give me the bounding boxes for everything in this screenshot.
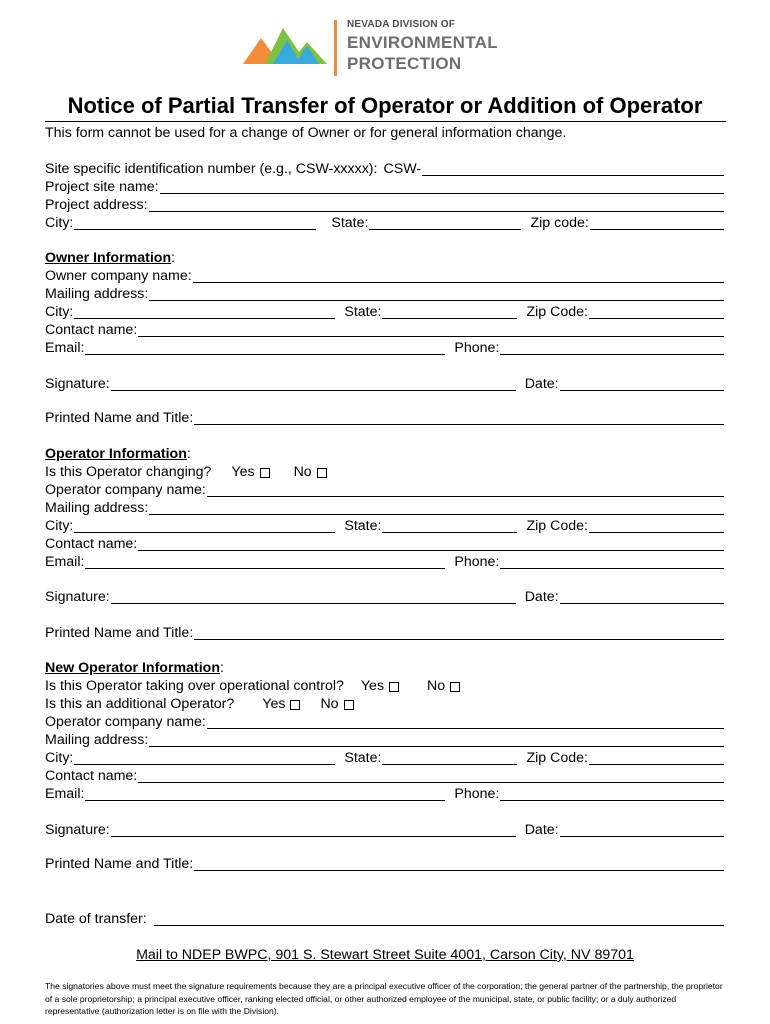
yes-label: Yes	[262, 696, 286, 712]
new-operator-control-row	[45, 677, 725, 695]
project-state-field[interactable]	[369, 217, 521, 230]
operator-signature-row	[45, 588, 725, 606]
operator-mailing-row	[45, 499, 725, 517]
printed-label: Printed Name and Title:	[45, 625, 194, 641]
no-label: No	[427, 678, 446, 694]
owner-signature-row	[45, 375, 725, 393]
no-label: No	[293, 464, 312, 480]
page-title: Notice of Partial Transfer of Operator or Addition of Operator	[67, 93, 703, 118]
new-operator-mailing-field[interactable]	[149, 734, 724, 747]
owner-date-field[interactable]	[560, 378, 724, 391]
operator-email-row	[45, 553, 725, 571]
owner-email-row	[45, 339, 725, 357]
project-address-field[interactable]	[149, 199, 724, 212]
owner-signature-field[interactable]	[111, 378, 516, 391]
owner-zip-field[interactable]	[589, 306, 724, 319]
operator-heading-text: Operator Information	[45, 446, 187, 462]
new-operator-company-field[interactable]	[207, 716, 724, 729]
owner-email-field[interactable]	[85, 342, 445, 355]
date-label: Date:	[524, 376, 559, 392]
new-operator-heading: New Operator Information :	[45, 660, 224, 676]
state-label: State:	[344, 304, 382, 320]
owner-state-field[interactable]	[382, 306, 517, 319]
email-label: Email:	[45, 786, 85, 802]
mailing-instructions: Mail to NDEP BWPC, 901 S. Stewart Street Suite 4001, Carson City, NV 89701	[136, 947, 634, 963]
additional-operator-question: Is this an additional Operator?	[45, 696, 235, 712]
new-operator-heading-text: New Operator Information	[45, 660, 220, 676]
operator-signature-field[interactable]	[111, 591, 516, 604]
printed-label: Printed Name and Title:	[45, 856, 194, 872]
title-underline	[45, 121, 726, 122]
zip-label: Zip Code:	[526, 304, 588, 320]
new-operator-email-field[interactable]	[85, 788, 445, 801]
operational-control-no-checkbox[interactable]	[450, 682, 460, 692]
email-label: Email:	[45, 554, 85, 570]
owner-heading-text: Owner Information	[45, 250, 172, 266]
owner-phone-field[interactable]	[500, 342, 724, 355]
new-operator-email-row	[45, 785, 725, 803]
new-operator-additional-row	[45, 695, 725, 713]
operator-changing-yes-checkbox[interactable]	[260, 468, 270, 478]
operator-contact-field[interactable]	[138, 538, 724, 551]
owner-printed-field[interactable]	[194, 412, 724, 425]
mailing-label: Mailing address:	[45, 732, 149, 748]
site-id-prefix: CSW-	[383, 161, 422, 177]
owner-contact-row	[45, 321, 725, 339]
city-label: City:	[45, 304, 74, 320]
new-operator-city-row	[45, 749, 725, 767]
operator-email-field[interactable]	[85, 556, 445, 569]
logo-divider	[334, 20, 337, 76]
signature-label: Signature:	[45, 589, 110, 605]
yes-label: Yes	[231, 464, 255, 480]
yes-label: Yes	[360, 678, 385, 694]
owner-printed-row	[45, 409, 725, 427]
signature-label: Signature:	[45, 822, 110, 838]
operator-contact-row	[45, 535, 725, 553]
phone-label: Phone:	[454, 786, 500, 802]
operator-state-field[interactable]	[382, 520, 517, 533]
state-label: State:	[331, 215, 369, 231]
project-name-row	[45, 178, 725, 196]
owner-heading: Owner Information :	[45, 250, 176, 266]
operator-date-field[interactable]	[560, 591, 724, 604]
logo-text	[347, 20, 498, 72]
new-operator-printed-field[interactable]	[194, 858, 724, 871]
new-operator-contact-field[interactable]	[138, 770, 724, 783]
ndep-logo	[243, 14, 533, 80]
operator-phone-field[interactable]	[500, 556, 724, 569]
state-label: State:	[344, 750, 382, 766]
logo-line1: ENVIRONMENTAL	[347, 33, 498, 52]
owner-company-label: Owner company name:	[45, 268, 192, 284]
new-operator-date-field[interactable]	[560, 824, 724, 837]
site-id-row	[45, 160, 725, 178]
operator-changing-question: Is this Operator changing?	[45, 464, 212, 480]
project-name-field[interactable]	[160, 181, 724, 194]
project-address-label: Project address:	[45, 197, 148, 213]
new-operator-phone-field[interactable]	[500, 788, 724, 801]
mailing-label: Mailing address:	[45, 286, 149, 302]
operator-city-row	[45, 517, 725, 535]
contact-label: Contact name:	[45, 322, 138, 338]
project-name-label: Project site name:	[45, 179, 159, 195]
operator-changing-row	[45, 463, 725, 481]
operator-mailing-field[interactable]	[149, 502, 724, 515]
city-label: City:	[45, 215, 74, 231]
no-label: No	[320, 696, 339, 712]
new-operator-signature-row	[45, 821, 725, 839]
owner-mailing-field[interactable]	[149, 288, 724, 301]
owner-contact-field[interactable]	[138, 324, 724, 337]
contact-label: Contact name:	[45, 768, 138, 784]
operator-heading: Operator Information :	[45, 446, 191, 462]
owner-city-row	[45, 303, 725, 321]
new-operator-signature-field[interactable]	[111, 824, 516, 837]
phone-label: Phone:	[454, 340, 500, 356]
signature-label: Signature:	[45, 376, 110, 392]
contact-label: Contact name:	[45, 536, 138, 552]
additional-operator-no-checkbox[interactable]	[344, 700, 354, 710]
logo-small-text: NEVADA DIVISION OF	[347, 19, 456, 30]
zip-label: Zip code:	[530, 215, 589, 231]
project-city-field[interactable]	[74, 217, 316, 230]
operator-company-row	[45, 481, 725, 499]
operator-changing-no-checkbox[interactable]	[317, 468, 327, 478]
owner-company-row	[45, 267, 725, 285]
new-operator-state-field[interactable]	[382, 752, 517, 765]
date-of-transfer-field[interactable]	[154, 913, 724, 926]
date-of-transfer-label: Date of transfer:	[45, 911, 147, 927]
operator-company-field[interactable]	[207, 484, 724, 497]
operator-company-label: Operator company name:	[45, 482, 206, 498]
new-operator-city-field[interactable]	[74, 752, 335, 765]
project-zip-field[interactable]	[590, 217, 724, 230]
state-label: State:	[344, 518, 382, 534]
date-of-transfer-row	[45, 910, 725, 928]
zip-label: Zip Code:	[526, 518, 588, 534]
mountain-logo-icon	[243, 24, 329, 68]
owner-company-field[interactable]	[193, 270, 724, 283]
operator-zip-field[interactable]	[589, 520, 724, 533]
signatory-footnote: The signatories above must meet the signature requirements because they are a principal executive officer of the corporation; the general partner of the partnership, the proprietor of a sole proprietorship; a principal executive officer, ranking elected official, or other authorized employee of the municipal, state, or public facility; or a duly authorized representative (authorization letter is on file with the Division).	[45, 981, 723, 1016]
operator-printed-field[interactable]	[194, 627, 724, 640]
additional-operator-yes-checkbox[interactable]	[290, 700, 300, 710]
date-label: Date:	[524, 589, 559, 605]
operator-city-field[interactable]	[74, 520, 335, 533]
project-address-row	[45, 196, 725, 214]
operational-control-yes-checkbox[interactable]	[389, 682, 399, 692]
owner-city-field[interactable]	[74, 306, 335, 319]
site-id-field[interactable]	[422, 163, 724, 176]
project-city-row	[45, 214, 725, 232]
new-operator-printed-row	[45, 855, 725, 873]
date-label: Date:	[524, 822, 559, 838]
new-operator-contact-row	[45, 767, 725, 785]
email-label: Email:	[45, 340, 85, 356]
site-id-label: Site specific identification number (e.g., CSW-xxxxx):	[45, 161, 378, 177]
new-operator-mailing-row	[45, 731, 725, 749]
city-label: City:	[45, 750, 74, 766]
printed-label: Printed Name and Title:	[45, 410, 194, 426]
new-operator-company-row	[45, 713, 725, 731]
phone-label: Phone:	[454, 554, 500, 570]
city-label: City:	[45, 518, 74, 534]
logo-line2: PROTECTION	[347, 54, 462, 73]
zip-label: Zip Code:	[526, 750, 588, 766]
new-operator-zip-field[interactable]	[589, 752, 724, 765]
operator-company-label: Operator company name:	[45, 714, 206, 730]
intro-text: This form cannot be used for a change of Owner or for general information change.	[45, 125, 567, 141]
mailing-label: Mailing address:	[45, 500, 149, 516]
operational-control-question: Is this Operator taking over operational control?	[45, 678, 344, 694]
owner-mailing-row	[45, 285, 725, 303]
operator-printed-row	[45, 624, 725, 642]
